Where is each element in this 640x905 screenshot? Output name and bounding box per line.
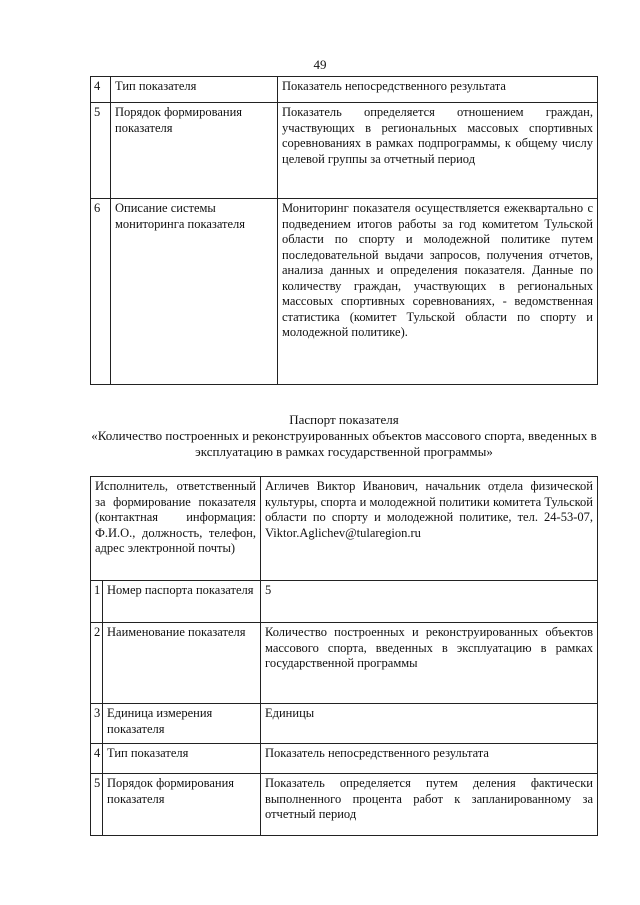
row-number: 3	[91, 704, 103, 744]
row-value: Мониторинг показателя осуществляется ежеквартально с подведением итогов работы за год комитетом Тульской области по спорту и молодежной политике путем последовательной выдачи запросов, получения отчетов, анализа данных и определения показателя. Данные по количеству граждан, участвующих в региональных массовых спортивных соревнованиях, - ведомственная статистика (комитет Тульской области по спорту и молодежной политике).	[278, 199, 598, 385]
row-name: Описание системы мониторинга показателя	[111, 199, 278, 385]
table-row	[91, 774, 598, 836]
row-name: Порядок формирования показателя	[111, 103, 278, 199]
row-value: Показатель определяется путем деления фактически выполненного процента работ к запланированному за отчетный период	[261, 774, 598, 836]
row-value: Показатель непосредственного результата	[278, 77, 598, 103]
table-row	[91, 704, 598, 744]
row-name: Единица измерения показателя	[103, 704, 261, 744]
passport-title: Паспорт показателя	[289, 412, 399, 427]
row-name: Наименование показателя	[103, 623, 261, 704]
table-row	[91, 199, 598, 385]
row-number: 2	[91, 623, 103, 704]
row-number: 4	[91, 77, 111, 103]
page-number: 49	[313, 57, 327, 72]
table-row	[91, 744, 598, 774]
indicator-passport-table	[90, 476, 598, 836]
executor-row	[91, 477, 598, 581]
table-row	[91, 77, 598, 103]
row-number: 5	[91, 774, 103, 836]
indicator-table-continued	[90, 76, 598, 385]
row-number: 4	[91, 744, 103, 774]
row-name: Тип показателя	[111, 77, 278, 103]
executor-label: Исполнитель, ответственный за формирование показателя (контактная информация: Ф.И.О., должность, телефон, адрес электронной почты)	[91, 477, 261, 581]
row-name: Тип показателя	[103, 744, 261, 774]
table-row	[91, 103, 598, 199]
row-name: Номер паспорта показателя	[103, 581, 261, 623]
row-number: 5	[91, 103, 111, 199]
executor-value: Агличев Виктор Иванович, начальник отдела физической культуры, спорта и молодежной политики комитета Тульской области по спорту и молодежной политике, тел. 24-53-07, Viktor.Aglichev@tularegion.ru	[261, 477, 598, 581]
row-name: Порядок формирования показателя	[103, 774, 261, 836]
row-value: Показатель определяется отношением граждан, участвующих в региональных массовых спортивных соревнованиях в рамках подпрограммы, к общему числу целевой группы за отчетный период	[278, 103, 598, 199]
row-number: 6	[91, 199, 111, 385]
table-row	[91, 581, 598, 623]
row-value: Показатель непосредственного результата	[261, 744, 598, 774]
row-value: Количество построенных и реконструированных объектов массового спорта, введенных в эксплуатацию в рамках государственной программы	[261, 623, 598, 704]
row-value: Единицы	[261, 704, 598, 744]
table-row	[91, 623, 598, 704]
passport-subtitle: «Количество построенных и реконструированных объектов массового спорта, введенных в эксплуатацию в рамках государственной программы»	[91, 428, 597, 459]
row-value: 5	[261, 581, 598, 623]
row-number: 1	[91, 581, 103, 623]
